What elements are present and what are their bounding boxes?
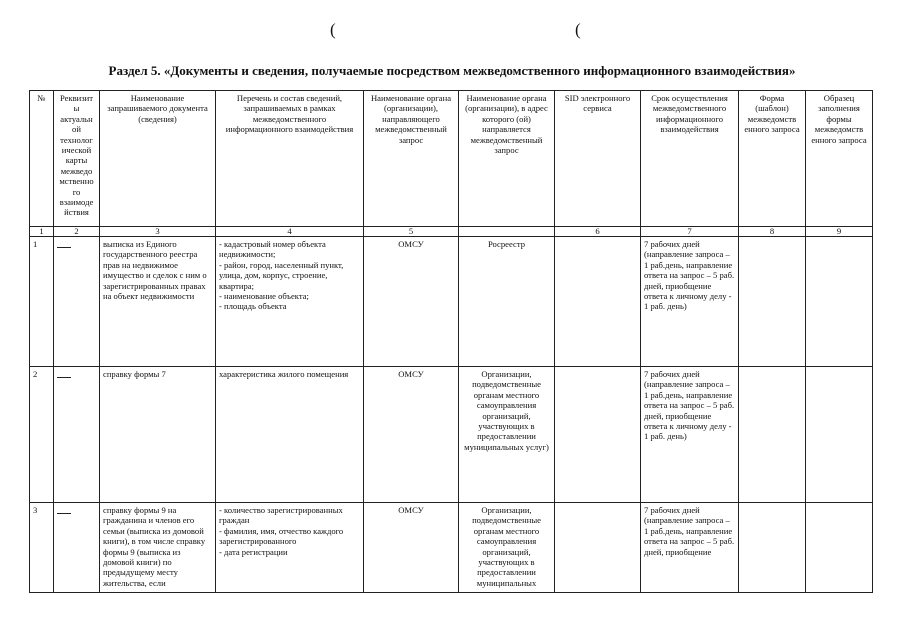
recipient-cell: Организации, подведомственные органам местного самоуправления организаций, участвующих в предоставлении муниципальных услуг)	[459, 367, 555, 503]
details-text: характеристика жилого помещения	[219, 369, 349, 379]
column-number	[459, 227, 555, 237]
column-number: 6	[555, 227, 641, 237]
header-cell-document: Наименование запрашиваемого документа (сведения)	[100, 91, 216, 227]
column-number: 2	[54, 227, 100, 237]
details-cell	[216, 503, 364, 593]
header-cell-sid: SID электронного сервиса	[555, 91, 641, 227]
form-cell	[739, 237, 806, 367]
header-cell-sender: Наименование органа (организации), направляющего межведомственный запрос	[364, 91, 459, 227]
term-cell: 7 рабочих дней (направление запроса – 1 раб.день, направление ответа на запрос – 5 раб. дней, приобщение ответа к личному делу - 1 раб. день)	[641, 367, 739, 503]
details-cell	[216, 237, 364, 367]
form-cell	[739, 503, 806, 593]
details-text: - кадастровый номер объекта недвижимости; - район, город, населенный пункт, улица, дом, корпус, строение, квартира; - наименование объекта; - площадь объекта	[219, 239, 344, 312]
document-cell: выписка из Единого государственного реестра прав на недвижимое имущество и сделок с ним о зарегистрированных правах на объект недвижимости	[100, 237, 216, 367]
row-number: 3	[30, 503, 54, 593]
requisites-cell	[54, 503, 100, 593]
requisites-cell	[54, 237, 100, 367]
document-cell: справку формы 9 на гражданина и членов его семьи (выписка из домовой книги), в том числе справку формы 9 (выписка из домовой книги) по предыдущему месту жительства, если	[100, 503, 216, 593]
sid-cell	[555, 367, 641, 503]
column-number: 8	[739, 227, 806, 237]
column-number: 1	[30, 227, 54, 237]
column-number: 5	[364, 227, 459, 237]
header-cell-requisites: Реквизит ы актуальн ой технолог ической карты межведо мственно го взаимоде йствия	[54, 91, 100, 227]
header-cell-recipient: Наименование органа (организации), в адрес которого (ой) направляется межведомственный запрос	[459, 91, 555, 227]
sender-cell: ОМСУ	[364, 503, 459, 593]
column-number: 7	[641, 227, 739, 237]
blank-line-mark	[57, 239, 71, 248]
row-number: 1	[30, 237, 54, 367]
details-cell	[216, 367, 364, 503]
sid-cell	[555, 503, 641, 593]
table-row	[30, 237, 873, 367]
sender-cell: ОМСУ	[364, 237, 459, 367]
interaction-table	[29, 90, 873, 593]
bracket-mark-left: (	[330, 20, 336, 39]
document-cell: справку формы 7	[100, 367, 216, 503]
column-number: 3	[100, 227, 216, 237]
header-row	[30, 91, 873, 227]
sender-cell: ОМСУ	[364, 367, 459, 503]
sample-cell	[806, 367, 873, 503]
header-cell-term: Срок осуществления межведомственного информационного взаимодействия	[641, 91, 739, 227]
sid-cell	[555, 237, 641, 367]
header-cell-details: Перечень и состав сведений, запрашиваемых в рамках межведомственного информационного взаимодействия	[216, 91, 364, 227]
blank-line-mark	[57, 369, 71, 378]
header-cell-form: Форма (шаблон) межведомств енного запроса	[739, 91, 806, 227]
header-cell-sample: Образец заполнения формы межведомств енного запроса	[806, 91, 873, 227]
table-row	[30, 503, 873, 593]
recipient-cell: Росреестр	[459, 237, 555, 367]
recipient-cell: Организации, подведомственные органам местного самоуправления организаций, участвующих в предоставлении муниципальных	[459, 503, 555, 593]
section-title: Раздел 5. «Документы и сведения, получаемые посредством межведомственного информационного взаимодействия»	[108, 63, 796, 78]
column-number: 4	[216, 227, 364, 237]
row-number: 2	[30, 367, 54, 503]
column-number: 9	[806, 227, 873, 237]
blank-line-mark	[57, 505, 71, 514]
details-text: - количество зарегистрированных граждан - фамилия, имя, отчество каждого зарегистрированного - дата регистрации	[219, 505, 344, 557]
term-cell: 7 рабочих дней (направление запроса – 1 раб.день, направление ответа на запрос – 5 раб. дней, приобщение	[641, 503, 739, 593]
sample-cell	[806, 237, 873, 367]
form-cell	[739, 367, 806, 503]
table-row	[30, 367, 873, 503]
bracket-mark-right: (	[575, 20, 581, 39]
requisites-cell	[54, 367, 100, 503]
term-cell: 7 рабочих дней (направление запроса – 1 раб.день, направление ответа на запрос – 5 раб. дней, приобщение ответа к личному делу - 1 раб. день)	[641, 237, 739, 367]
header-cell-num: №	[30, 91, 54, 227]
column-number-row	[30, 227, 873, 237]
sample-cell	[806, 503, 873, 593]
